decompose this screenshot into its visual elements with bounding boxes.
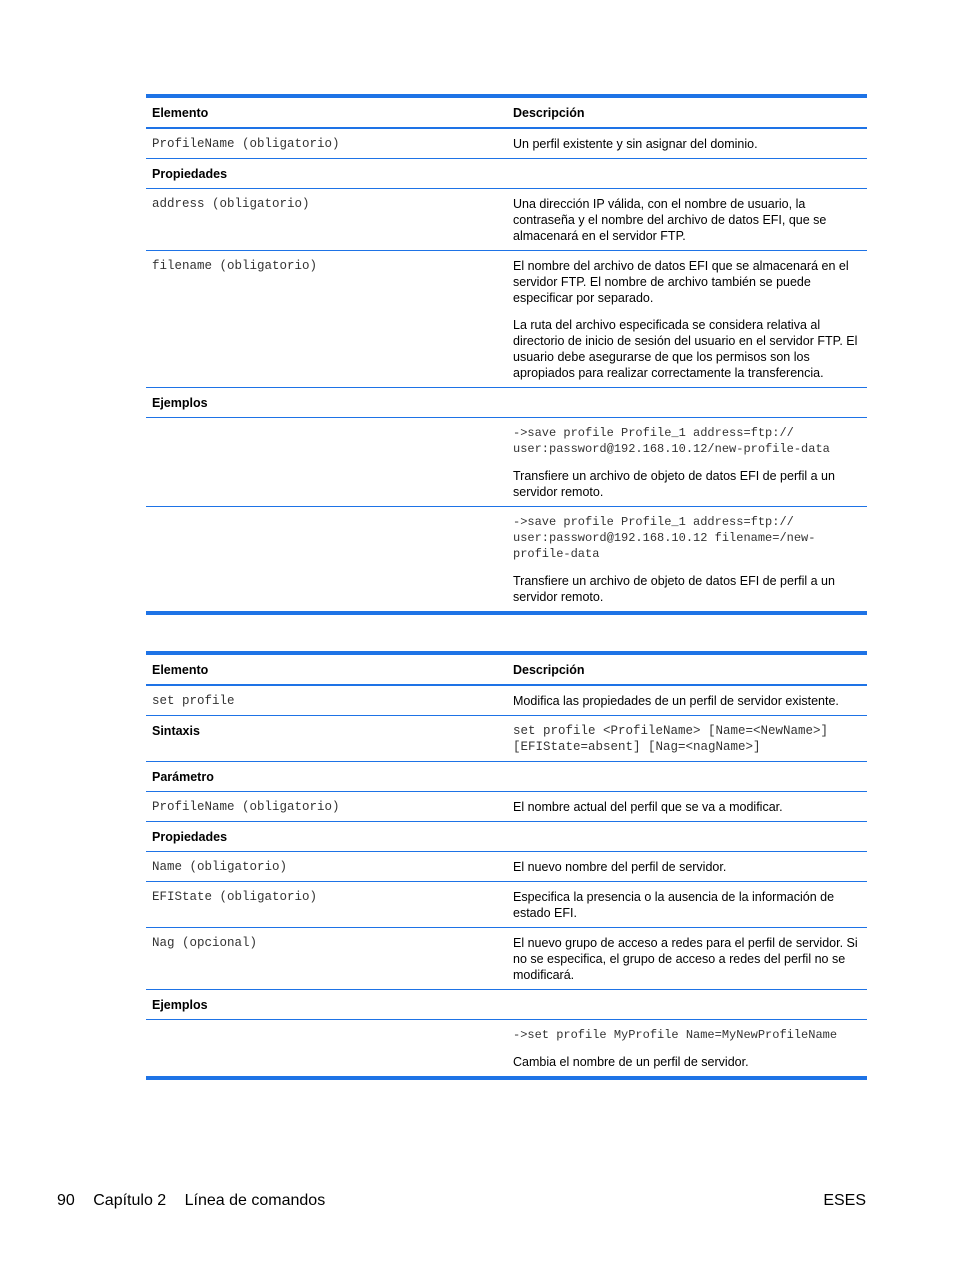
header-descripcion: Descripción [513,105,585,120]
header-elemento: Elemento [152,662,209,677]
page-footer-left [57,1192,325,1210]
table-row [146,128,867,159]
element-description: El nuevo nombre del perfil de servidor. [513,860,727,874]
example-code: ->set profile MyProfile Name=MyNewProfileName [513,1028,838,1042]
element-name: ProfileName (obligatorio) [152,800,340,814]
table-row [146,685,867,716]
section-label: Parámetro [152,770,214,784]
description-paragraph: Transfiere un archivo de objeto de datos EFI de perfil a un servidor remoto. [513,469,835,499]
element-name: filename (obligatorio) [152,259,318,273]
element-name: Nag (opcional) [152,936,258,950]
element-name: ProfileName (obligatorio) [152,137,340,151]
element-description: El nombre actual del perfil que se va a modificar. [513,800,783,814]
table-header-row [146,653,867,685]
element-name: address (obligatorio) [152,197,310,211]
example-row [146,418,867,507]
example-description [507,507,867,614]
section-label: Ejemplos [152,396,208,410]
element-description: Modifica las propiedades de un perfil de servidor existente. [513,694,839,708]
description-paragraph: Transfiere un archivo de objeto de datos EFI de perfil a un servidor remoto. [513,574,835,604]
header-elemento: Elemento [152,105,209,120]
section-row [146,990,867,1020]
locale-code: ESES [823,1192,866,1209]
section-row [146,762,867,792]
element-description: El nuevo grupo de acceso a redes para el perfil de servidor. Si no se especifica, el grupo de acceso a redes del perfil no se modificará. [513,936,858,982]
page-number: 90 [57,1192,75,1209]
element-description: Especifica la presencia o la ausencia de la información de estado EFI. [513,890,835,920]
syntax-label: Sintaxis [152,724,200,738]
table-save-profile [146,94,867,615]
table-row [146,792,867,822]
table-set-profile [146,651,867,1080]
section-label: Propiedades [152,167,228,181]
example-description [507,1020,867,1079]
table-row [146,251,867,388]
element-description [507,251,867,388]
header-descripcion: Descripción [513,662,585,677]
element-name: set profile [152,694,235,708]
section-label: Ejemplos [152,998,208,1012]
table-row [146,189,867,251]
example-row [146,1020,867,1079]
table-header-row [146,96,867,128]
example-code: ->save profile Profile_1 address=ftp:// user:password@192.168.10.12 filename=/new- profile-data [513,515,816,561]
section-row [146,388,867,418]
example-code: ->save profile Profile_1 address=ftp:// user:password@192.168.10.12/new-profile-data [513,426,830,456]
table-row [146,882,867,928]
chapter-label: Capítulo 2 [93,1192,167,1209]
element-description: Un perfil existente y sin asignar del dominio. [513,137,758,151]
element-name: EFIState (obligatorio) [152,890,318,904]
table-row [146,852,867,882]
section-label: Propiedades [152,830,228,844]
syntax-code: set profile <ProfileName> [Name=<NewName>] [EFIState=absent] [Nag=<nagName>] [513,724,829,754]
element-description: Una dirección IP válida, con el nombre de usuario, la contraseña y el nombre del archivo de datos EFI, que se almacenará en el servidor FTP. [513,197,827,243]
description-paragraph: El nombre del archivo de datos EFI que se almacenará en el servidor FTP. El nombre de archivo también se puede especificar por separado. [513,259,849,305]
section-row [146,822,867,852]
example-description [507,418,867,507]
chapter-title: Línea de comandos [184,1192,326,1209]
description-paragraph: Cambia el nombre de un perfil de servidor. [513,1055,749,1069]
description-paragraph: La ruta del archivo especificada se considera relativa al directorio de inicio de sesión del usuario en el servidor FTP. El usuario debe asegurarse de que los permisos son los apropiados para realizar correctamente la transferencia. [513,318,858,380]
element-name: Name (obligatorio) [152,860,288,874]
section-row [146,159,867,189]
example-row [146,507,867,614]
syntax-row [146,716,867,762]
table-row [146,928,867,990]
